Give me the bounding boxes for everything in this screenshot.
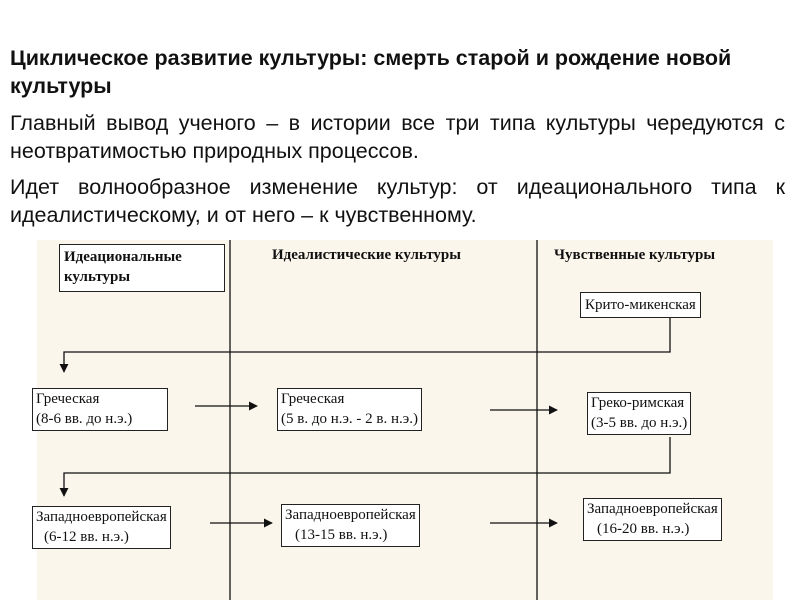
node-creto-mycenaean: Крито-микенская [580,292,701,318]
node-greek-idealistic [277,388,422,431]
node-west-european-sensate [583,498,722,541]
header-ideational-line1: Идеациональные [64,249,182,265]
loop-arrow-2 [64,437,670,496]
node-greek-ideational [32,388,168,431]
node-west-european-ideational [32,506,171,549]
node-west-european-idealistic [281,504,420,547]
culture-cycle-diagram [37,240,773,600]
header-ideational-line2: культуры [64,269,131,285]
paragraph-wave-change: Идет волнообразное изменение культур: от идеационального типа к идеалистическому, и от него – к чувственному. [10,175,785,227]
node-west-european-sensate-period: (16-20 вв. н.э.) [597,521,690,537]
node-greco-roman-name: Греко-римская [591,395,685,411]
node-greek-ideational-name: Греческая [36,391,100,407]
header-sensate: Чувственные культуры [554,247,716,263]
node-west-european-ideational-name: Западноевропейская [36,509,167,525]
node-greek-ideational-period: (8-6 вв. до н.э.) [36,411,133,427]
paragraph-main-conclusion: Главный вывод ученого – в истории все три типа культуры чередуются с неотвратимостью природных процессов. [10,111,785,163]
node-greek-idealistic-name: Греческая [281,391,345,407]
slide-heading: Циклическое развитие культуры: смерть старой и рождение новой культуры [10,46,732,98]
node-west-european-ideational-period: (6-12 вв. н.э.) [44,529,129,545]
node-greco-roman [587,392,691,435]
node-west-european-idealistic-period: (13-15 вв. н.э.) [295,527,388,543]
node-west-european-sensate-name: Западноевропейская [587,501,718,517]
node-greco-roman-period: (3-5 вв. до н.э.) [591,415,688,431]
node-greek-idealistic-period: (5 в. до н.э. - 2 в. н.э.) [281,411,418,427]
header-idealistic: Идеалистические культуры [272,247,461,263]
loop-arrow-1 [64,312,670,372]
header-ideational [59,244,225,292]
node-west-european-idealistic-name: Западноевропейская [285,507,416,523]
